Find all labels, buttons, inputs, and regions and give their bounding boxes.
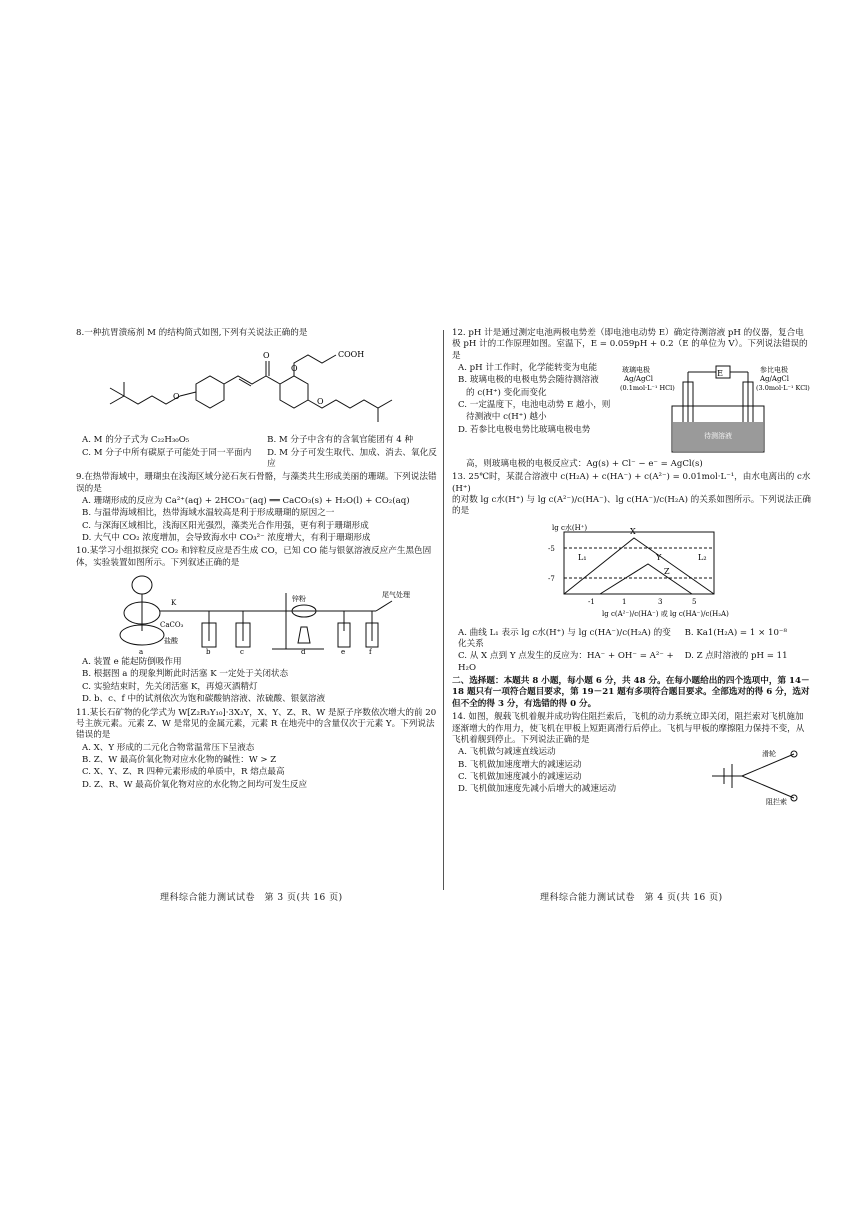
q11-stem: 11.某长石矿物的化学式为 W[Z₂R₃Y₁₀]·3X₂Y，X、Y、Z、R、W 是原子序数依次增大的前 20 号主族元素。元素 Z、W 是常见的金属元素，元素 R 在地壳中的含量仅次于元素 Y。下列说法错误的是	[76, 707, 437, 741]
question-13	[452, 472, 812, 674]
question-14	[452, 712, 812, 806]
q10-option-b: B. 根据图 a 的现象判断此时活塞 K 一定处于关闭状态	[82, 669, 289, 680]
q8-cooh: COOH	[338, 350, 365, 360]
q12-ph-meter-figure	[620, 362, 812, 458]
q13-label-l2: L₂	[698, 552, 707, 562]
question-12	[452, 328, 812, 470]
q8-options-cd	[82, 448, 438, 471]
q11-option-a: A. X、Y 形成的二元化合物常温常压下呈液态	[82, 742, 255, 753]
q13-ytick-2: -7	[548, 574, 555, 583]
q12-label-glass-3: (0.1mol·L⁻¹ HCl)	[620, 384, 675, 393]
q12-option-d-2: 高，则玻璃电极的电极反应式：Ag(s) + Cl⁻ − e⁻ = AgCl(s)	[466, 459, 703, 470]
q13-option-d: D. Z 点时溶液的 pH = 11	[684, 651, 788, 662]
q10-label-b: b	[206, 648, 211, 656]
q12-option-c-1: C. 一定温度下，电池电动势 E 越小，则	[458, 400, 611, 411]
q13-xlabel: lg c(A²⁻)/c(HA⁻) 或 lg c(HA⁻)/c(H₂A)	[602, 609, 729, 618]
right-footer: 理科综合能力测试试卷 第 4 页(共 16 页)	[540, 893, 723, 903]
q13-graph-figure	[452, 520, 812, 626]
q11-option-d: D. Z、R、W 最高价氧化物对应的水化物之间均可发生反应	[82, 779, 308, 790]
q13-ylabel: lg c水(H⁺)	[552, 523, 588, 532]
q8-option-c: C. M 分子中所有碳原子可能处于同一平面内	[82, 447, 252, 458]
q9-stem: 9.在热带海域中，珊瑚虫在浅海区域分泌石灰石骨骼，与藻类共生形成美丽的珊瑚。下列说法错误的是	[76, 472, 437, 494]
q12-option-d-1: D. 若参比电极电势比玻璃电极电势	[458, 424, 591, 435]
q13-stem-1: 13. 25℃时，某混合溶液中 c(H₂A) + c(HA⁻) + c(A²⁻) = 0.01mol·L⁻¹，由水电离出的 c水(H⁺)	[452, 472, 811, 494]
q13-stem-2: 的对数 lg c水(H⁺) 与 lg c(A²⁻)/c(HA⁻)、lg c(HA⁻)/c(H₂A) 的关系如图所示。下列说法正确的是	[452, 495, 811, 517]
q12-label-solution: 待测溶液	[704, 432, 732, 441]
q14-option-d: D. 飞机做加速度先减小后增大的减速运动	[458, 784, 617, 795]
q8-o-ether: O	[291, 364, 298, 374]
q13-xtick-4: 5	[692, 597, 697, 606]
q8-options-ab	[82, 435, 438, 446]
q12-label-glass-2: Ag/AgCl	[624, 375, 654, 384]
q13-label-y: Y	[656, 552, 662, 562]
q10-label-zn: 锌粉	[292, 595, 306, 604]
q10-label-k: K	[171, 599, 177, 608]
q14-option-c: C. 飞机做加速度减小的减速运动	[458, 771, 582, 782]
q13-label-x: X	[630, 526, 636, 536]
section-2-heading: 二、选择题：本题共 8 小题，每小题 6 分，共 48 分。在每小题给出的四个选项中，第 14－18 题只有一项符合题目要求，第 19－21 题有多项符合题目要求。全部选对的得 6 分，选对但不全的得 3 分，有选错的得 0 分。	[452, 676, 810, 709]
q12-option-a: A. pH 计工作时，化学能转变为电能	[458, 363, 598, 374]
q10-label-caco3: CaCO₃	[160, 621, 184, 630]
q8-stem: 8.一种抗胃溃疡剂 M 的结构简式如图,下列有关说法正确的是	[76, 328, 308, 338]
q12-option-c-2: 待测液中 c(H⁺) 越小	[466, 412, 547, 423]
q8-o-keto: O	[263, 351, 270, 361]
q10-option-a: A. 装置 e 能起防倒吸作用	[82, 657, 182, 668]
q13-option-a: A. 曲线 L₁ 表示 lg c水(H⁺) 与 lg c(HA⁻)/c(H₂A) 的变化关系	[458, 627, 671, 650]
q13-option-b: B. Ka1(H₂A) = 1 × 10⁻⁸	[684, 627, 787, 638]
q14-option-b: B. 飞机做加速度增大的减速运动	[458, 759, 582, 770]
q12-label-e: E	[717, 369, 723, 379]
q12-options	[452, 362, 620, 458]
q10-label-tail: 尾气处理	[382, 591, 410, 600]
left-page	[76, 328, 438, 793]
q8-o-left: O	[173, 392, 180, 402]
q10-label-e: e	[341, 648, 346, 656]
q8-option-b: B. M 分子中含有的含氧官能团有 4 种	[267, 435, 414, 446]
q13-options-cd	[458, 651, 812, 674]
q11-option-c: C. X、Y、Z、R 四种元素形成的单质中，R 熔点最高	[82, 767, 285, 778]
q12-label-ref-2: Ag/AgCl	[760, 375, 790, 384]
question-9	[76, 472, 438, 544]
question-10	[76, 546, 438, 705]
q12-body	[452, 362, 812, 458]
q8-option-a: A. M 的分子式为 C₂₂H₃₀O₅	[82, 435, 190, 446]
q13-curve-outer	[564, 538, 714, 594]
q13-xtick-2: 1	[622, 597, 627, 606]
q8-o-right: O	[317, 397, 324, 407]
question-8	[76, 328, 438, 470]
q12-label-glass: 玻璃电极	[622, 366, 650, 375]
q9-option-d: D. 大气中 CO₂ 浓度增加，会导致海水中 CO₃²⁻ 浓度增大，有利于珊瑚形成	[82, 533, 371, 544]
q10-stem: 10.某学习小组拟探究 CO₂ 和锌粒反应是否生成 CO，已知 CO 能与银氨溶液反应产生黑色固体，实验装置如图所示。下列叙述正确的是	[76, 546, 432, 568]
column-divider	[443, 330, 444, 890]
q14-aircraft-figure	[702, 746, 810, 806]
q9-option-b: B. 与温带海域相比，热带海域水温较高是利于形成珊瑚的原因之一	[82, 508, 335, 519]
q12-option-b-1: B. 玻璃电极的电极电势会随待测溶液	[458, 375, 599, 386]
right-page	[452, 328, 812, 808]
q9-option-c: C. 与深海区域相比，浅海区阳光强烈，藻类光合作用强，更有利于珊瑚形成	[82, 520, 369, 531]
left-footer: 理科综合能力测试试卷 第 3 页(共 16 页)	[160, 893, 343, 903]
q10-option-c: C. 实验结束时，先关闭活塞 K，再熄灭酒精灯	[82, 681, 258, 692]
q8-structure-figure	[76, 341, 438, 433]
q12-option-b-2: 的 c(H⁺) 变化而变化	[466, 387, 547, 398]
q14-options	[452, 746, 702, 806]
q14-label-pulley: 滑轮	[762, 750, 776, 759]
q12-label-ref: 参比电极	[760, 366, 788, 375]
q10-label-f: f	[369, 648, 372, 656]
q14-stem: 14. 如图，舰载飞机着舰并成功钩住阻拦索后，飞机的动力系统立即关闭，阻拦索对飞机施加逐渐增大的作用力，使飞机在甲板上短距离滑行后停止。飞机与甲板的摩擦阻力保持不变，从飞机着舰到停止。下列说法正确的是	[452, 712, 805, 745]
q13-option-c: C. 从 X 点到 Y 点发生的反应为：HA⁻ + OH⁻ = A²⁻ + H₂O	[458, 651, 674, 673]
q14-body	[452, 746, 812, 806]
q10-apparatus-figure	[76, 571, 438, 655]
q14-label-cable: 阻拦索	[766, 798, 787, 807]
q10-label-acid: 盐酸	[164, 637, 178, 646]
q13-ytick-1: -5	[548, 544, 555, 553]
q8-option-d: D. M 分子可发生取代、加成、消去、氧化反应	[267, 447, 437, 470]
question-11	[76, 708, 438, 791]
q10-label-a: a	[139, 648, 144, 656]
q12-stem: 12. pH 计是通过测定电池两极电势差（即电池电动势 E）确定待测溶液 pH 的仪器，复合电极 pH 计的工作原理如图。室温下，E = 0.059pH + 0.2（E 的单位为 V）。下列说法错误的是	[452, 328, 808, 361]
q9-option-a: A. 珊瑚形成的反应为 Ca²⁺(aq) + 2HCO₃⁻(aq) ══ CaCO₃(s) + H₂O(l) + CO₂(aq)	[82, 496, 410, 507]
q10-label-c: c	[240, 648, 244, 656]
q10-option-d: D. b、c、f 中的试剂依次为饱和碳酸钠溶液、浓硫酸、银氨溶液	[82, 694, 326, 705]
q14-option-a: A. 飞机做匀减速直线运动	[458, 747, 556, 758]
q13-xtick-1: -1	[588, 597, 595, 606]
q12-label-ref-3: (3.0mol·L⁻¹ KCl)	[756, 384, 810, 393]
q13-label-z: Z	[664, 566, 670, 576]
q11-option-b: B. Z、W 最高价氧化物对应水化物的碱性：W > Z	[82, 754, 277, 765]
q13-label-l1: L₁	[578, 552, 587, 562]
q13-xtick-3: 3	[658, 597, 663, 606]
q13-options-ab	[458, 628, 812, 651]
q10-label-d: d	[301, 648, 306, 656]
